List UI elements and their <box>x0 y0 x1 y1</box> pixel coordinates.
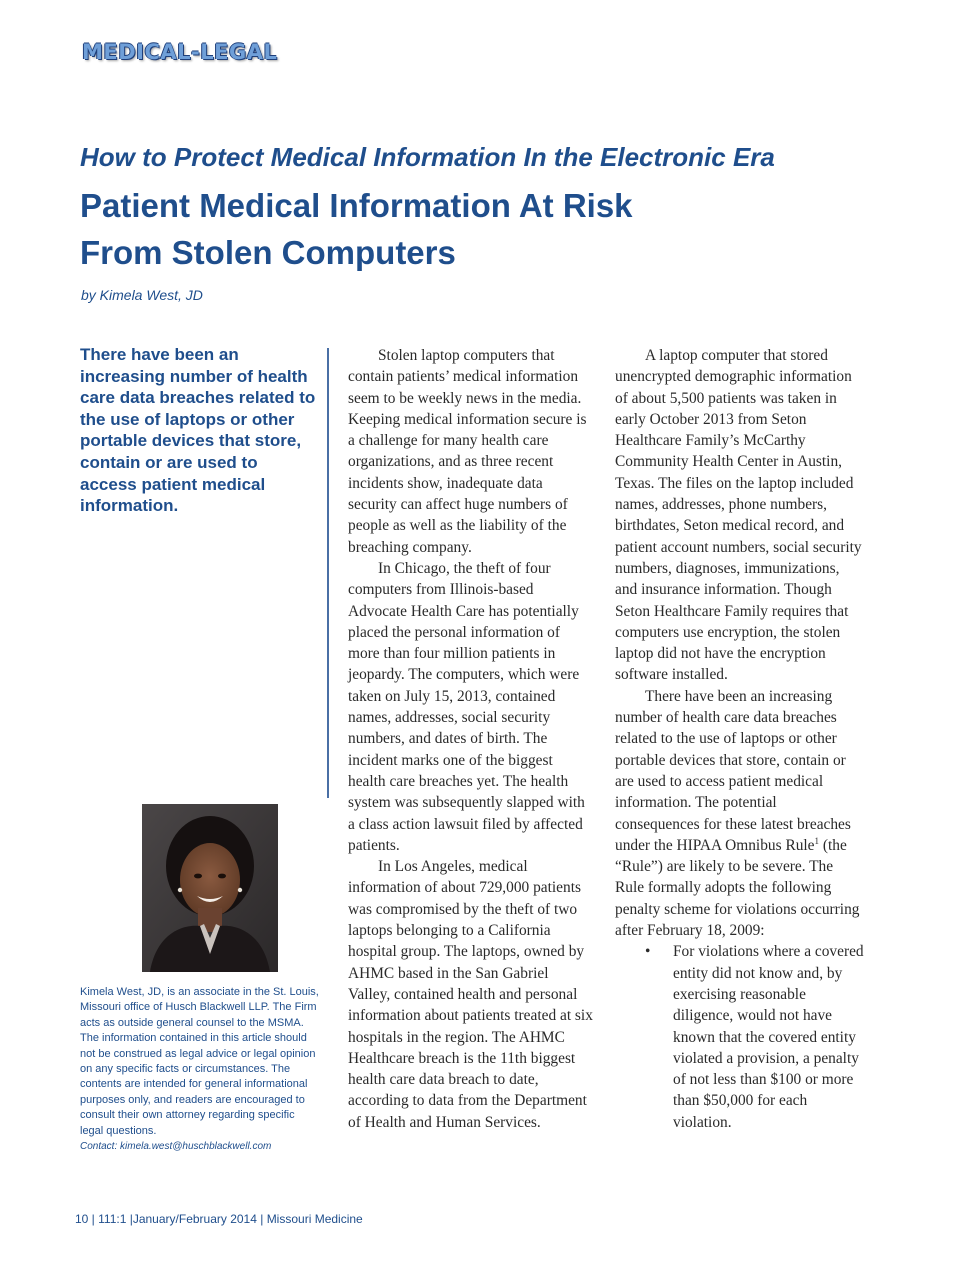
pull-quote: There have been an increasing number of health care data breaches related to the use of laptops or other portable devices that store, contain or are used to access patient medical information. <box>80 345 316 516</box>
list-item <box>615 941 865 1133</box>
section-tag: MEDICAL-LEGAL <box>82 40 278 64</box>
headline-line-1: Patient Medical Information At Risk <box>80 187 633 224</box>
article-headline <box>80 182 900 276</box>
paragraph: A laptop computer that stored unencrypted demographic information of about 5,500 patients was taken in early October 2013 from Seton Healthcare Family’s McCarthy Community Health Center in Austin, Texas. The files on the laptop included names, addresses, phone numbers, birthdates, Seton medical record, and patient account numbers, social security numbers, diagnoses, immunizations, and insurance information. Though Seton Healthcare Family requires that computers use encryption, the stolen laptop did not have the encryption software installed. <box>615 347 862 684</box>
paragraph: In Los Angeles, medical information of about 729,000 patients was compromised by the theft of two laptops belonging to a California hospital group. The laptops, owned by AHMC based in the San Gabriel Valley, contained health and personal information about patients treated at six hospitals in the region. The AHMC Healthcare breach is the 11th biggest health care data breach to date, according to data from the Department of Health and Human Services. <box>348 858 593 1131</box>
author-contact: Contact: kimela.west@huschblackwell.com <box>80 1141 272 1153</box>
paragraph: In Chicago, the theft of four computers from Illinois-based Advocate Health Care has potentially placed the personal information of more than four million patients in jeopardy. The computers, which were taken on July 15, 2013, contained names, addresses, social security numbers, and dates of birth. The incident marks one of the biggest health care breaches yet. The health system was subsequently slapped with a class action lawsuit filed by affected patients. <box>348 559 585 854</box>
footnote-marker: 1 <box>814 835 820 846</box>
author-bio <box>80 985 320 1154</box>
author-photo <box>142 804 278 972</box>
author-bio-text: Kimela West, JD, is an associate in the St. Louis, Missouri office of Husch Blackwell LLP. The Firm acts as outside general counsel to the MSMA. The information contained in this article should not be construed as legal advice or legal opinion on any specific facts or circumstances. The contents are intended for general informational purposes only, and readers are encouraged to consult their own attorney regarding specific legal questions. <box>80 986 319 1137</box>
column-divider <box>327 348 329 798</box>
paragraph: Stolen laptop computers that contain patients’ medical information seem to be weekly news in the media. Keeping medical information secure is a challenge for many health care organizations, and as three recent incidents show, inadequate data security can affect huge numbers of people as well as the liability of the breaching company. <box>348 347 587 556</box>
list-item-text: For violations where a covered entity did not know and, by exercising reasonable diligence, would not have known that the covered entity violated a provision, a penalty of not less than $100 or more than $50,000 for each violation. <box>673 943 864 1131</box>
bullet-icon: • <box>645 943 651 961</box>
article-column-1 <box>348 345 593 1133</box>
paragraph-text: There have been an increasing number of health care data breaches related to the use of laptops or other portable devices that store, contain or are used to access patient medical information. The potential consequences for these latest breaches under the HIPAA Omnibus Rule <box>615 687 851 854</box>
article-kicker: How to Protect Medical Information In the Electronic Era <box>80 142 775 172</box>
paragraph-text: (the “Rule”) are likely to be severe. The Rule formally adopts the following penalty scheme for violations occurring after February 18, 2009: <box>615 836 860 940</box>
headline-line-2: From Stolen Computers <box>80 234 456 271</box>
page-footer: 10 | 111:1 |January/February 2014 | Missouri Medicine <box>75 1212 363 1226</box>
paragraph <box>615 686 865 942</box>
author-portrait-image <box>142 804 278 972</box>
byline: by Kimela West, JD <box>81 287 203 303</box>
article-column-2 <box>615 345 865 1133</box>
